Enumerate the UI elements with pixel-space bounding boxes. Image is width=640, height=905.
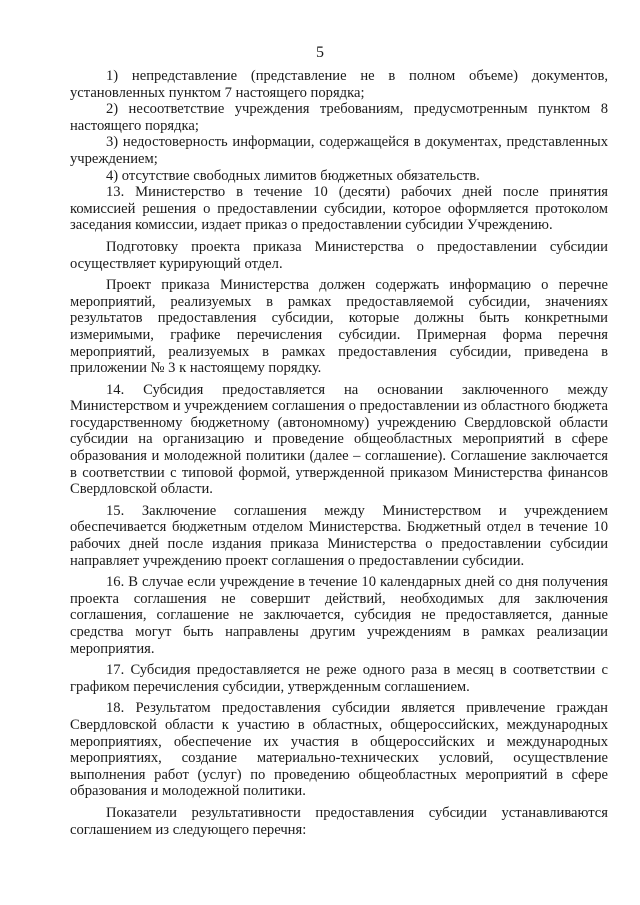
paragraph-clause-15: 15. Заключение соглашения между Министерством и учреждением обеспечивается бюджетным отделом Министерства. Бюджетный отдел в течение 10 рабочих дней после издания приказа Министерства о предоставлении субсидии направляет учреждению проект соглашения о предоставлении субсидии. bbox=[70, 502, 608, 569]
paragraph-clause-16: 16. В случае если учреждение в течение 10 календарных дней со дня получения проекта соглашения не совершит действий, необходимых для заключения соглашения, соглашение не заключается, субсидия не предоставляется, данные средства могут быть направлены другим учреждениям в рамках реализации мероприятия. bbox=[70, 574, 608, 657]
paragraph-order-content: Проект приказа Министерства должен содержать информацию о перечне мероприятий, реализуемых в рамках предоставляемой субсидии, значениях результатов предоставления субсидии, которые должны быть конкретными измеримыми, графике перечисления субсидии. Примерная форма перечня мероприятий, реализуемых в рамках предоставления субсидии, приведена в приложении № 3 к настоящему порядку. bbox=[70, 277, 608, 377]
paragraph-item-3: 3) недостоверность информации, содержащейся в документах, представленных учреждением; bbox=[70, 134, 608, 167]
paragraph-clause-18: 18. Результатом предоставления субсидии является привлечение граждан Свердловской области к участию в областных, общероссийских, международных мероприятиях, обеспечение их участия в общероссийских и международных мероприятиях, создание материально-технических условий, осуществление выполнения работ (услуг) по проведению общеобластных мероприятий в сфере образования и молодежной политики. bbox=[70, 700, 608, 800]
paragraph-clause-13: 13. Министерство в течение 10 (десяти) рабочих дней после принятия комиссией решения о предоставлении субсидии, которое оформляется протоколом заседания комиссии, издает приказ о предоставлении субсидии Учреждению. bbox=[70, 184, 608, 234]
document-body bbox=[70, 68, 608, 838]
paragraph-clause-17: 17. Субсидия предоставляется не реже одного раза в месяц в соответствии с графиком перечисления субсидии, утвержденным соглашением. bbox=[70, 662, 608, 695]
paragraph-item-4: 4) отсутствие свободных лимитов бюджетных обязательств. bbox=[106, 167, 480, 184]
paragraph-item-2: 2) несоответствие учреждения требованиям, предусмотренным пунктом 8 настоящего порядка; bbox=[70, 101, 608, 134]
paragraph-order-preparation: Подготовку проекта приказа Министерства о предоставлении субсидии осуществляет курирующий отдел. bbox=[70, 238, 608, 272]
page-number: 5 bbox=[316, 44, 324, 61]
paragraph-clause-14: 14. Субсидия предоставляется на основании заключенного между Министерством и учреждением соглашения о предоставлении из областного бюджета государственному бюджетному (автономному) учреждению Свердловской области субсидии на организацию и проведение общеобластных мероприятий в сфере образования и молодежной политики (далее – соглашение). Соглашение заключается в соответствии с типовой формой, утвержденной приказом Министерства финансов Свердловской области. bbox=[70, 381, 608, 498]
paragraph-indicators: Показатели результативности предоставления субсидии устанавливаются соглашением из следующего перечня: bbox=[70, 804, 608, 838]
paragraph-item-1: 1) непредставление (представление не в полном объеме) документов, установленных пунктом 7 настоящего порядка; bbox=[70, 68, 608, 101]
